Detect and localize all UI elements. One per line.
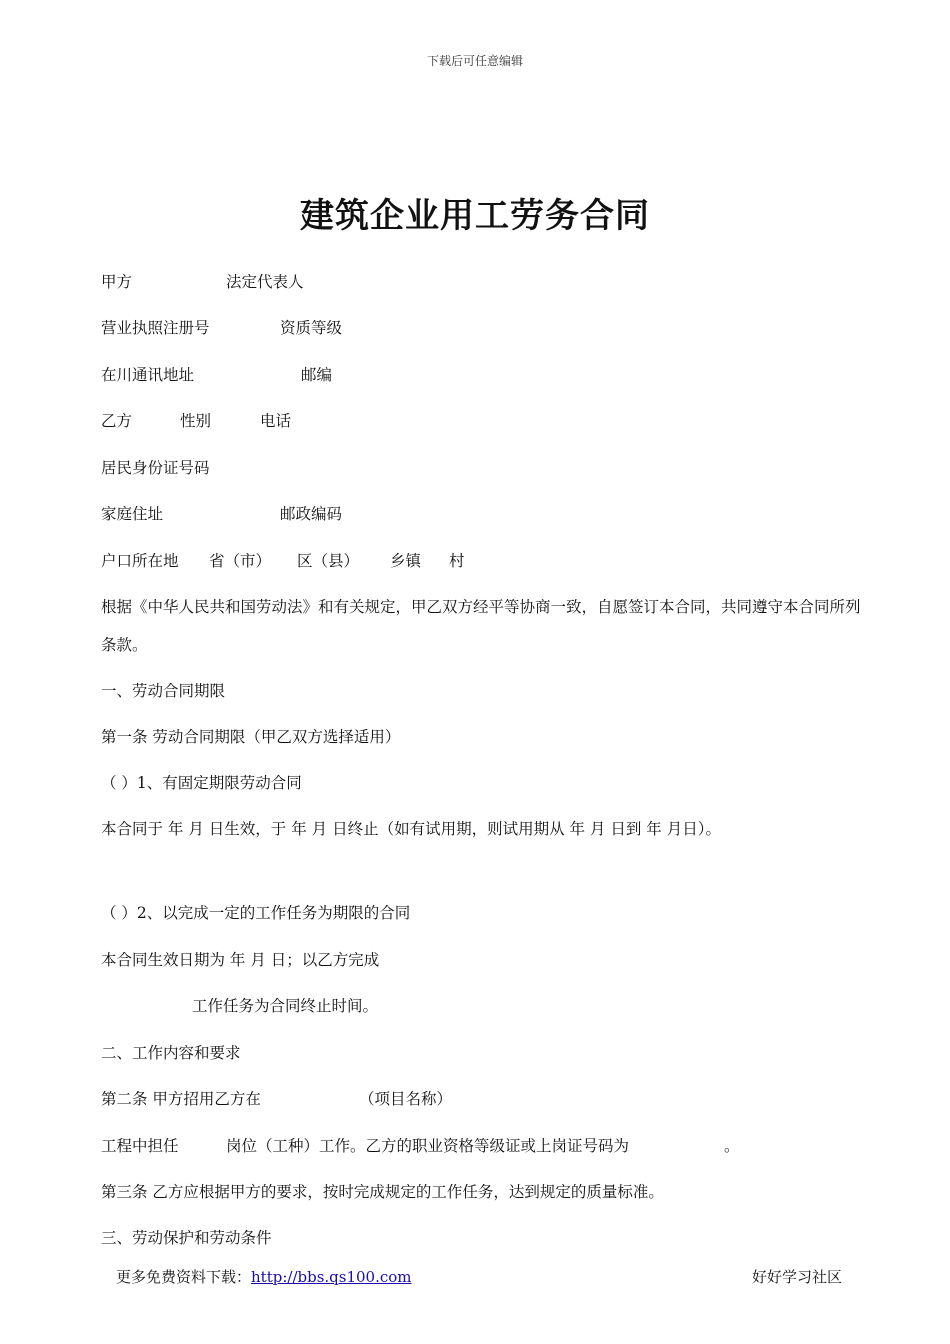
label-province: 省（市） <box>209 552 272 570</box>
article-2-continued <box>101 1136 740 1156</box>
intro-paragraph: 根据《中华人民共和国劳动法》和有关规定，甲乙双方经平等协商一致，自愿签订本合同，共同遵守本合同所列条款。 <box>101 598 861 654</box>
label-party-a: 甲方 <box>101 273 133 291</box>
row-home <box>101 504 343 524</box>
row-party-b <box>101 411 292 431</box>
row-address <box>101 365 333 385</box>
article-1: 第一条 劳动合同期限（甲乙双方选择适用） <box>101 728 401 746</box>
label-qualification: 资质等级 <box>280 319 343 337</box>
row-id <box>101 458 210 478</box>
label-hukou: 户口所在地 <box>101 552 179 570</box>
row-license <box>101 318 343 338</box>
label-village: 村 <box>449 552 465 570</box>
label-license-no: 营业执照注册号 <box>101 319 210 337</box>
label-party-b: 乙方 <box>101 412 133 430</box>
label-home-addr: 家庭住址 <box>101 505 164 523</box>
article-2b-post: 岗位（工种）工作。乙方的职业资格等级证或上岗证号码为 <box>226 1137 630 1155</box>
label-gender: 性别 <box>180 412 212 430</box>
footer-download <box>116 1266 412 1287</box>
term-2: 本合同生效日期为 年 月 日；以乙方完成 <box>101 951 380 969</box>
label-address: 在川通讯地址 <box>101 366 195 384</box>
article-3: 第三条 乙方应根据甲方的要求，按时完成规定的工作任务，达到规定的质量标准。 <box>101 1183 664 1201</box>
page-header: 下载后可任意编辑 <box>426 54 523 68</box>
section-1-heading: 一、劳动合同期限 <box>101 682 226 700</box>
footer-community: 好好学习社区 <box>752 1268 843 1286</box>
option-1: （ ）1、有固定期限劳动合同 <box>101 774 302 792</box>
article-2b-end: 。 <box>724 1137 740 1155</box>
article-2-text: 第二条 甲方招用乙方在 <box>101 1090 261 1108</box>
article-2 <box>101 1089 453 1109</box>
label-legal-rep: 法定代表人 <box>226 273 304 291</box>
label-id-no: 居民身份证号码 <box>101 459 210 477</box>
row-hukou <box>101 551 465 571</box>
section-2-heading: 二、工作内容和要求 <box>101 1044 241 1062</box>
label-town: 乡镇 <box>390 552 422 570</box>
term-2-continued: 工作任务为合同终止时间。 <box>192 997 379 1015</box>
section-3-heading: 三、劳动保护和劳动条件 <box>101 1229 272 1247</box>
article-2-project: （项目名称） <box>359 1090 453 1108</box>
label-postal-code: 邮政编码 <box>280 505 343 523</box>
document-title: 建筑企业用工劳务合同 <box>300 196 650 236</box>
label-phone: 电话 <box>260 412 292 430</box>
row-party-a <box>101 272 304 292</box>
footer-link[interactable]: http://bbs.qs100.com <box>251 1268 412 1286</box>
label-postcode: 邮编 <box>301 366 333 384</box>
term-1-paragraph: 本合同于 年 月 日生效，于 年 月 日终止（如有试用期，则试用期从 年 月 日到 年 月日）。 <box>101 820 721 838</box>
label-district: 区（县） <box>297 552 360 570</box>
article-2b-text: 工程中担任 <box>101 1137 179 1155</box>
footer-left-text: 更多免费资料下载： <box>116 1268 252 1286</box>
option-2: （ ）2、以完成一定的工作任务为期限的合同 <box>101 904 411 922</box>
